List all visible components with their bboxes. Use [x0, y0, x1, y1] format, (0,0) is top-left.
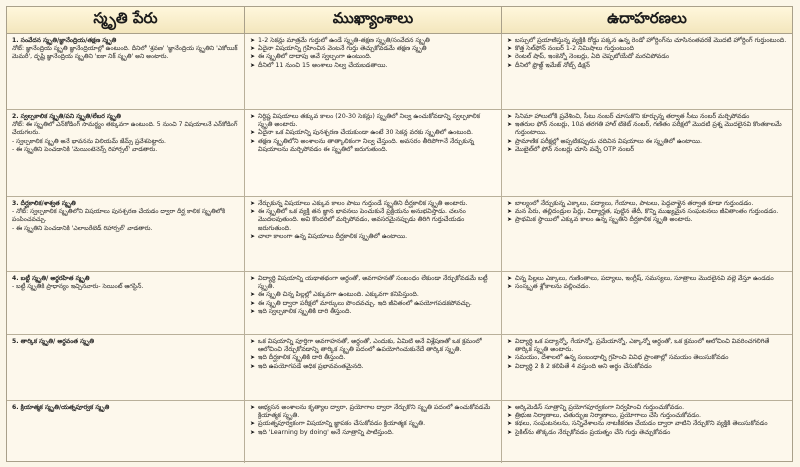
- bullet-arrow-icon: ➤: [250, 137, 256, 145]
- bullet-item: [507, 363, 787, 371]
- header-memory-name: స్మృతి పేరు: [7, 7, 245, 33]
- bullet-arrow-icon: ➤: [507, 412, 513, 420]
- bullet-item: [250, 291, 496, 299]
- bullet-item: [250, 200, 496, 208]
- bullet-item: [507, 138, 787, 146]
- table-body: [7, 34, 792, 463]
- bullet-arrow-icon: ➤: [250, 338, 256, 345]
- bullet-text: దీనిలో ఫ్రొజ్డ్ ఇమేజ్ నోట్స్ డిక్షన్: [515, 61, 590, 69]
- bullet-arrow-icon: ➤: [250, 113, 256, 120]
- bullet-item: [250, 420, 496, 428]
- bullet-arrow-icon: ➤: [250, 200, 256, 207]
- bullet-text: ఏదైనా విషయాన్ని గ్రహించిన వెంటనే గుర్తు తెచ్చుకోవడమే తక్షణ స్మృతి: [258, 45, 427, 53]
- bullet-item: [507, 37, 787, 45]
- bullet-arrow-icon: ➤: [250, 307, 256, 315]
- bullet-text: కొత్త సెల్‌ఫోన్ నంబర్ 1-2 నిమిషాలు గుర్తుంటుంది: [515, 45, 634, 53]
- bullet-arrow-icon: ➤: [507, 338, 513, 345]
- memory-title: 3. దీర్ఘకాలిక/శాశ్వత స్మృతి: [12, 200, 76, 207]
- bullet-text: త్రిభుజ నిర్మాణాలు, చతుర్భుజ నిర్మాణాలు, ప్రయోగాలు చేసి గుర్తుంచుకోవడం.: [515, 412, 702, 420]
- bullet-item: [250, 404, 496, 420]
- bullet-item: [250, 429, 496, 437]
- bullet-text: రెంటల్ షాప్, ఇంకెన్నో నెంబర్లు, ఏది చెప్పబోయేదో మరచిపోవడం: [515, 53, 670, 61]
- bullet-arrow-icon: ➤: [507, 121, 513, 129]
- bullet-arrow-icon: ➤: [507, 45, 513, 53]
- memory-note: - ఈ స్మృతిని పెంచడానికి 'మెయింటెనెన్స్ రిహార్సల్' వాడతారు.: [12, 145, 158, 153]
- bullet-text: ప్రాథమిక స్థాయిలో ఎక్కువ కాలం ఉన్న స్మృతిని దీర్ఘకాలిక స్మృతి అంటారు.: [515, 216, 693, 224]
- features-cell: [245, 110, 502, 196]
- bullet-text: సమయం, దేశాలలో ఉన్న సంబంధాల్ని గ్రహించి వివిధ ప్రాంతాల్లో సమయం తెలుసుకోవడం: [515, 354, 729, 362]
- bullet-item: [250, 208, 496, 233]
- bullet-item: [507, 200, 787, 208]
- bullet-item: [507, 420, 787, 428]
- bullet-item: [507, 146, 787, 154]
- bullet-text: ఈ స్మృతి ద్వారా పరీక్షలో మార్కులు పొందవచ్చు. ఇది జీవితంలో ఉపయోగపడకపోవచ్చు.: [258, 299, 472, 307]
- bullet-arrow-icon: ➤: [250, 129, 256, 137]
- bullet-item: [250, 53, 496, 61]
- bullet-text: బాల్యంలో నేర్చుకున్న ఎక్కాలు, పద్యాలు, గేయాలు, పాటలు, పెద్దవాళ్లైన తర్వాత కూడా గుర్తుండడం.: [515, 200, 754, 207]
- memory-note: - బట్టీ స్మృతికి ప్రాధాన్యం ఇచ్చినవారు- సెయింట్ ఆగస్టిన్.: [12, 283, 144, 291]
- memory-name-cell: [7, 272, 245, 334]
- memory-name-cell: [7, 335, 245, 400]
- table-row: [7, 34, 792, 110]
- bullet-arrow-icon: ➤: [250, 45, 256, 53]
- memory-note: - స్వల్పకాలిక స్మృతి అనే భావనను విలియమ్ జేమ్స్ ప్రవేశపెట్టారు.: [12, 137, 166, 145]
- bullet-text: సంస్కృత శ్లోకాలను వల్లించడం.: [515, 283, 591, 291]
- table-row: [7, 401, 792, 463]
- bullet-text: ఈ స్మృతిలో దాదాపు అవే స్వల్పంగా ఉంటుంది.: [258, 53, 372, 61]
- memory-title: 6. క్రియాత్మక స్మృతి/యత్నపూర్వక స్మృతి: [12, 404, 110, 411]
- bullet-text: ప్రయత్నపూర్వకంగా విషయాన్ని జ్ఞాపకం చేసుకోవడం క్రియాత్మక స్మృతి.: [258, 420, 426, 428]
- features-cell: [245, 34, 502, 109]
- features-cell: [245, 401, 502, 463]
- bullet-text: మొబైల్‌లో ఫోన్ నంబర్లు చూసి వచ్చే OTP నంబర్: [515, 145, 634, 153]
- bullet-text: ఒక విషయాన్ని పూర్తిగా అవగాహనతో, అర్థంతో, ఎందుకు, ఏమిటి అనే విశ్లేషణతో ఒక క్రమంలో ఆలోచించి నేర్చుకోవడాన్ని తార్కిక స్మృతి పదంలో ఉపయోగించుకునేదే తార్కిక స్మృతి.: [258, 338, 482, 354]
- bullet-arrow-icon: ➤: [507, 145, 513, 153]
- bullet-item: [250, 354, 496, 362]
- bullet-arrow-icon: ➤: [250, 428, 256, 436]
- bullet-text: చాలా కాలంగా ఉన్న విషయాలు దీర్ఘకాలిక స్మృతిలో ఉంటాయి.: [258, 232, 408, 240]
- bullet-text: సినిమా హాలులోకి ప్రవేశించి, సీటు నంబర్ చూసుకొని కూర్చున్న తర్వాత సీటు నంబర్ మర్చిపోవడం: [515, 113, 750, 120]
- bullet-item: [507, 354, 787, 362]
- bullet-text: విద్యార్థి 2 కి 2 కలిపితే 4 వస్తుంది అని అర్థం చేసుకోవడం: [515, 362, 652, 370]
- bullet-item: [250, 308, 496, 316]
- bullet-arrow-icon: ➤: [250, 420, 256, 428]
- bullet-arrow-icon: ➤: [507, 200, 513, 207]
- bullet-arrow-icon: ➤: [250, 232, 256, 240]
- bullet-text: నేర్చుకున్న విషయాలు ఎక్కువ కాలం పాటు గుర్తుండే స్మృతిని దీర్ఘకాలిక స్మృతి అంటారు.: [258, 200, 468, 207]
- bullet-text: విద్యార్థి విషయాన్ని యథాతథంగా అర్థంతో, అవగాహనతో సంబంధం లేకుండా నేర్చుకోవడమే బట్టీ స్మృతి.: [258, 275, 488, 291]
- memory-name-cell: [7, 110, 245, 196]
- memory-name-cell: [7, 197, 245, 271]
- bullet-arrow-icon: ➤: [507, 362, 513, 370]
- bullet-text: ఈ స్మృతి చిన్న పిల్లల్లో ఎక్కువగా ఉంటుంది. ఎక్కువగా కనిపిస్తుంది.: [258, 291, 419, 299]
- bullet-arrow-icon: ➤: [250, 53, 256, 61]
- bullet-item: [507, 429, 787, 437]
- bullet-text: దీనిలో 11 నుంచి 15 అంశాలు నిల్వ చేయబడతాయి.: [258, 61, 388, 69]
- examples-cell: [502, 335, 792, 400]
- table-row: [7, 110, 792, 197]
- memory-note: నోట్: జ్ఞానేంద్రియ స్మృతి జ్ఞానేంద్రియాల్లో ఉంటుంది. దీనిలో 'శ్రవణ' 'జ్ఞానేంద్రియ స్మృతిని 'ఎకోయిక్ మెమరీ', దృష్టి జ్ఞానేంద్రియ స్మృతిని 'ఐకా నిక్ స్మృతి' అని అంటారు.: [12, 45, 238, 61]
- bullet-arrow-icon: ➤: [250, 275, 256, 282]
- bullet-arrow-icon: ➤: [250, 299, 256, 307]
- bullet-text: ఇది ఉపయోగపడే అధిక ప్రభావవంతమైనది.: [258, 362, 364, 370]
- bullet-item: [507, 283, 787, 291]
- bullet-arrow-icon: ➤: [250, 208, 256, 216]
- bullet-text: ఇతరుల ఫోన్ నంబర్లు, 10వ తరగతి హాల్ టికెట్ నంబర్, గణితం పరీక్షలో మొదటి ప్రశ్న మొదలైనవి కొంతకాలమే గుర్తుంటాయి.: [515, 121, 782, 137]
- bullet-item: [250, 62, 496, 70]
- bullet-arrow-icon: ➤: [250, 354, 256, 362]
- bullet-text: నిర్దిష్ట విషయాలు తక్కువ కాలం (20-30 సెకన్లు) స్మృతిలో నిల్వ ఉంచుకోవడాన్ని స్వల్పకాలిక స్మృతి అంటారు.: [258, 113, 481, 129]
- bullet-item: [250, 37, 496, 45]
- table-row: [7, 272, 792, 335]
- memory-types-table: [6, 6, 793, 462]
- memory-title: 2. స్వల్పకాలిక స్మృతి/పని స్మృతి/లేబర స్మృతి: [12, 113, 121, 120]
- bullet-item: [507, 53, 787, 61]
- memory-note: నోట్: ఈ స్మృతిలో ఎన్‌కోడింగ్ సామర్థ్యం తక్కువగా ఉంటుంది. 5 నుంచి 7 విషయాలనే ఎన్‌కోడింగ్ చేయగలరు.: [12, 121, 238, 137]
- features-cell: [245, 272, 502, 334]
- bullet-item: [250, 138, 496, 154]
- bullet-arrow-icon: ➤: [250, 404, 256, 411]
- bullet-text: కథలు, సంఘటనలను, సన్నివేశాలను నాటకీకరణ చేయడం ద్వారా వాటిని నేర్చుకొని వ్యక్తికి తెలుసుకోవడం: [515, 420, 768, 428]
- bullet-text: విద్యార్థి ఒక పద్యాన్నో, గేయాన్నో, ప్రమేయాన్నో, ఎక్కాన్నో అర్థంతో, ఒక క్రమంలో ఆలోచించి వివరించగలిగితే తార్కిక స్మృతి అంటారు.: [515, 338, 770, 354]
- bullet-text: మన పేరు, తల్లిదండ్రుల పేర్లు, విద్యార్హత, పుట్టిన తేదీ, కొన్ని ముఖ్యమైన సంఘటనలు జీవితాంతం గుర్తుండడం.: [515, 208, 779, 216]
- table-header: [7, 7, 792, 34]
- examples-cell: [502, 272, 792, 334]
- bullet-item: [250, 275, 496, 291]
- bullet-text: తక్షణ స్మృతిలోని అంశాలను తాత్కాలికంగా నిల్వ చేస్తుంది. అవసరం తీరిపోగానే నేర్చుకున్న విషయాలను మర్చిపోవడం ఈ స్మృతిలో జరుగుతుంది.: [258, 137, 475, 153]
- bullet-text: సైకిల్‌ను తొక్కడం నేర్చుకోవడం ప్రయత్నం చేసి గుర్తు తెచ్చుకోవడం: [515, 428, 671, 436]
- bullet-text: ప్రామాణిక పరీక్షల్లో అప్పటికప్పుడు చదివిన విషయాలు ఈ స్మృతిలో ఉంటాయి.: [515, 137, 703, 145]
- table-row: [7, 335, 792, 401]
- examples-cell: [502, 34, 792, 109]
- bullet-item: [250, 113, 496, 129]
- memory-name-cell: [7, 34, 245, 109]
- bullet-arrow-icon: ➤: [507, 420, 513, 428]
- bullet-text: ఇది స్వల్పకాలిక స్మృతికి దారి తీస్తుంది.: [258, 307, 352, 315]
- memory-note: - నోట్: స్వల్పకాలిక స్మృతిలోని విషయాలు పునశ్చరణ చేయడం ద్వారా దీర్ఘ కాలిక స్మృతిలోకి పంపించవచ్చు.: [12, 208, 226, 224]
- features-cell: [245, 197, 502, 271]
- bullet-arrow-icon: ➤: [507, 283, 513, 291]
- bullet-arrow-icon: ➤: [507, 208, 513, 216]
- examples-cell: [502, 401, 792, 463]
- memory-title: 1. సంవేదన స్మృతి/జ్ఞానేంద్రియ/తక్షణ స్మృతి: [12, 37, 117, 44]
- table-row: [7, 197, 792, 272]
- bullet-text: ఏదైనా ఒక విషయాన్ని పునశ్చరణ చేయకుండా ఉంటే 30 సెకన్ల వరకు స్మృతిలో ఉంటుంది.: [258, 129, 474, 137]
- bullet-item: [250, 363, 496, 371]
- bullet-text: ఇది దీర్ఘకాలిక స్మృతికి దారి తీస్తుంది.: [258, 354, 346, 362]
- memory-name-cell: [7, 401, 245, 463]
- bullet-arrow-icon: ➤: [507, 354, 513, 362]
- bullet-item: [507, 62, 787, 70]
- bullet-arrow-icon: ➤: [250, 37, 256, 44]
- bullet-text: బస్సులో ప్రయాణిస్తున్న వ్యక్తికి రోడ్డు పక్కన ఉన్న రెండో హోర్డింగ్‌ను చూసినంతవరకే మొదటి హోర్డింగ్ గుర్తుంటుంది.: [515, 37, 787, 44]
- bullet-text: ఈ స్మృతిలో ఒక వ్యక్తి తన జ్ఞాన భావనలు పెంచుకునే ప్రక్రియను అనుభవిస్తాడు. చలనం మొదలవుతుంది. అవి కొందరిలో మర్చిపోవడం, అవసరమైనప్పుడు తిరిగి గుర్తుచేయడం జరుగుతుంది.: [258, 208, 466, 232]
- memory-title: 5. తార్కిక స్మృతి/ అర్థవంత స్మృతి: [12, 338, 95, 345]
- bullet-text: ఇది 'Learning by doing' అనే సూత్రాన్ని పాటిస్తుంది.: [258, 428, 394, 436]
- bullet-item: [250, 338, 496, 354]
- bullet-item: [507, 275, 787, 283]
- bullet-item: [507, 113, 787, 121]
- header-examples: ఉదాహరణలు: [607, 9, 687, 27]
- bullet-arrow-icon: ➤: [250, 291, 256, 299]
- bullet-item: [250, 300, 496, 308]
- bullet-item: [507, 338, 787, 354]
- bullet-arrow-icon: ➤: [507, 428, 513, 436]
- header-features: ముఖ్యాంశాలు: [245, 7, 502, 33]
- bullet-arrow-icon: ➤: [507, 61, 513, 69]
- bullet-arrow-icon: ➤: [507, 275, 513, 282]
- memory-title: 4. బట్టీ స్మృతి/ అర్థరహిత స్మృతి: [12, 275, 90, 282]
- bullet-arrow-icon: ➤: [507, 113, 513, 120]
- bullet-text: చిన్న పిల్లలు ఎక్కాలు, గుణింతాలు, పద్యాలు, ఇంగ్లీష్, సమస్యలు, సూత్రాలు మొదలైనవి వల్లె వేస్తూ ఉండడం: [515, 275, 774, 282]
- examples-cell: [502, 110, 792, 196]
- bullet-arrow-icon: ➤: [507, 216, 513, 224]
- bullet-arrow-icon: ➤: [250, 61, 256, 69]
- memory-note: - ఈ స్మృతిని పెంచడానికి 'ఎలాబరేటెడ్ రిహార్సల్' వాడతారు.: [12, 224, 153, 232]
- bullet-arrow-icon: ➤: [507, 404, 513, 411]
- bullet-text: అభ్యసన అంశాలను కృత్యాల ద్వారా, ప్రయోగాల ద్వారా నేర్చుకొని స్మృతి పదంలో ఉంచుకోవడమే క్రియాత్మక స్మృతి.: [258, 404, 491, 420]
- bullet-item: [507, 121, 787, 137]
- bullet-arrow-icon: ➤: [507, 53, 513, 61]
- bullet-arrow-icon: ➤: [507, 137, 513, 145]
- bullet-text: అర్కిమెడిస్ సూత్రాన్ని ప్రయోగపూర్వకంగా నిర్వహించి గుర్తుంచుకోవడం.: [515, 404, 685, 411]
- bullet-arrow-icon: ➤: [507, 37, 513, 44]
- bullet-item: [507, 216, 787, 224]
- bullet-text: 1-2 సెకన్లు మాత్రమే గుర్తులో ఉండే స్మృతి-తక్షణ స్మృతి/సంవేదన స్మృతి: [258, 37, 430, 44]
- examples-cell: [502, 197, 792, 271]
- bullet-item: [507, 404, 787, 412]
- bullet-item: [250, 129, 496, 137]
- features-cell: [245, 335, 502, 400]
- bullet-item: [250, 233, 496, 241]
- bullet-arrow-icon: ➤: [250, 362, 256, 370]
